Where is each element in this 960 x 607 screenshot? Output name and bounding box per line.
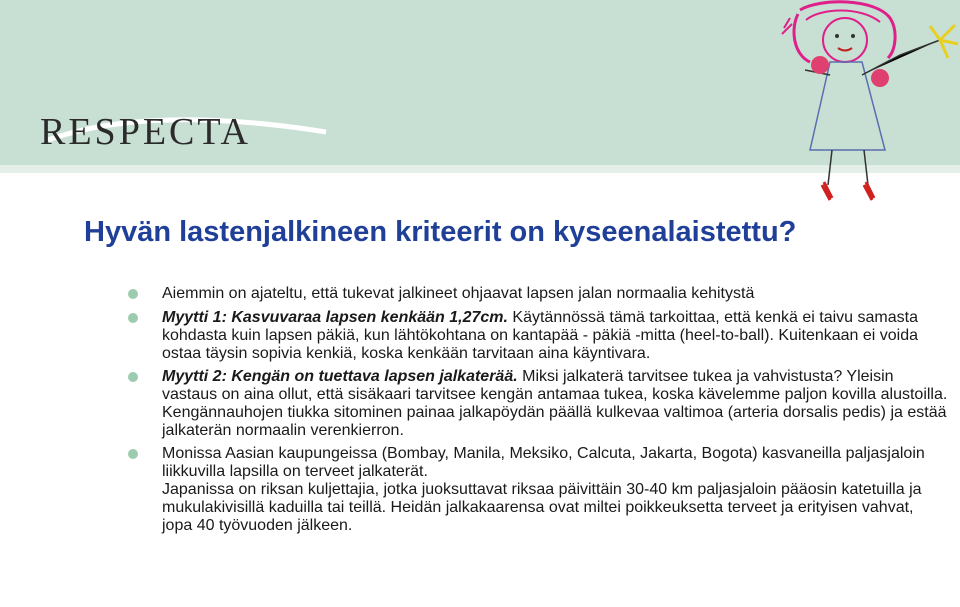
logo-text: RESPECTA [40, 111, 251, 153]
bullet-icon [128, 449, 138, 459]
child-drawing-icon [780, 0, 960, 205]
myth-heading: Myytti 1: Kasvuvaraa lapsen kenkään 1,27cm. [162, 309, 508, 326]
bullet-text: Japanissa on riksan kuljettajia, jotka juoksuttavat riksaa päivittäin 30-40 km paljasjaloin pääosin katetuilla ja mukulakivisillä kaduilla tai teillä. Heidän jalkakaarensa ovat miltei poikkeuksetta terveet ja erityisen vahvat, jopa 40 työvuoden jälkeen. [162, 481, 922, 534]
bullet-text: Kengännauhojen tiukka sitominen painaa jalkapöydän päällä kulkevaa valtimoa (arteria dorsalis pedis) ja estää jalkaterän normaalin verenkierron. [162, 404, 947, 439]
myth-heading: Myytti 2: Kengän on tuettava lapsen jalkaterää. [162, 368, 518, 385]
list-item [128, 309, 948, 363]
bullet-list [128, 285, 948, 535]
page-title: Hyvän lastenjalkineen kriteerit on kyseenalaistettu? [84, 216, 797, 248]
bullet-text: Aiemmin on ajateltu, että tukevat jalkineet ohjaavat lapsen jalan normaalia kehitystä [162, 285, 755, 302]
bullet-text: Monissa Aasian kaupungeissa (Bombay, Manila, Meksiko, Calcuta, Jakarta, Bogota) kasvaneilla paljasjaloin liikkuvilla lapsilla on terveet jalkaterät. [162, 445, 925, 480]
bullet-text: Miksi jalkaterä tarvitsee tukea ja vahvistusta? Yleisin vastaus on aina ollut, että sisäkaari tarvitsee kengän antamaa tukea, koska kävelemme paljon kovilla alustoilla. [162, 368, 948, 403]
bullet-icon [128, 289, 138, 299]
respecta-logo [40, 110, 330, 154]
list-item [128, 368, 948, 440]
list-item [128, 285, 948, 303]
bullet-icon [128, 372, 138, 382]
list-item [128, 445, 948, 535]
bullet-icon [128, 313, 138, 323]
bullet-text: Käytännössä tämä tarkoittaa, että kenkä ei taivu samasta kohdasta kuin lapsen päkiä, kun lähtökohtana on kantapää - päkiä -mitta (heel-to-ball). Kuitenkaan ei voida ostaa täysin sopivia kenkiä, koska kenkään tarvitaan aina käyntivara. [162, 309, 919, 362]
